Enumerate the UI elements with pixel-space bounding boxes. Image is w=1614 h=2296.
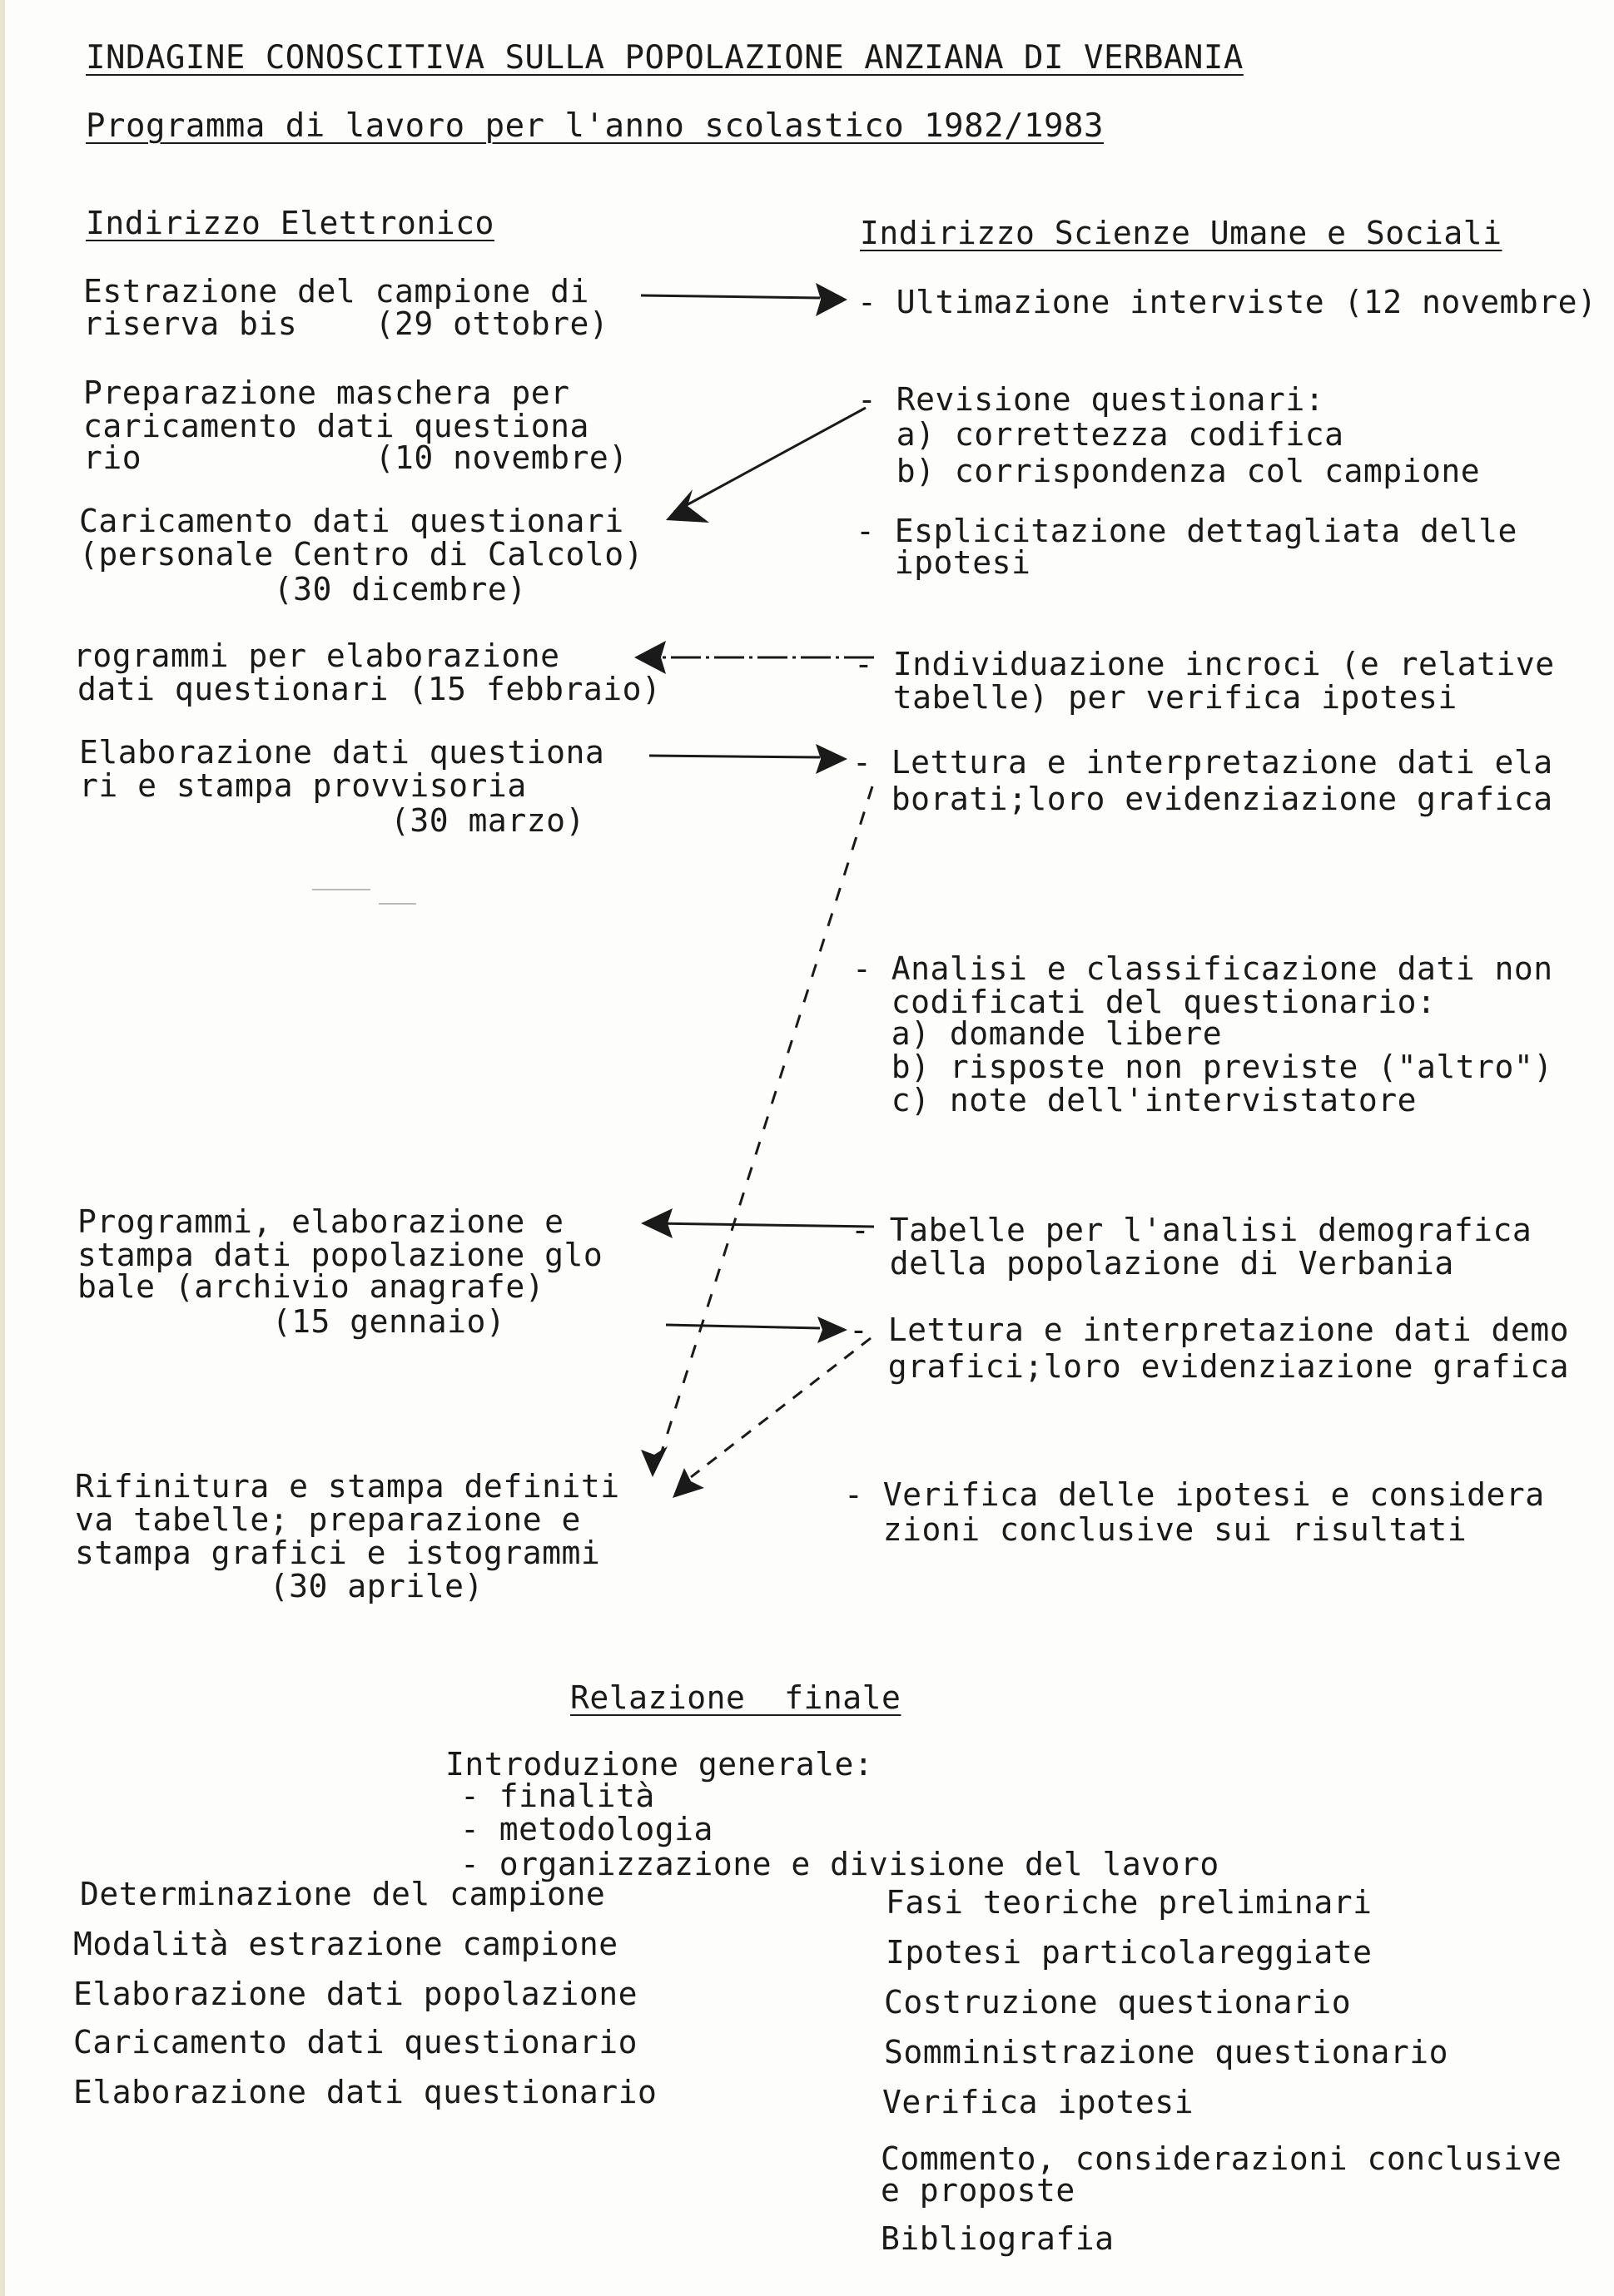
right-column-heading: Indirizzo Scienze Umane e Sociali [860, 215, 1502, 251]
report-left-item: Determinazione del campione [80, 1876, 606, 1912]
arrow-line [653, 1223, 874, 1227]
final-report-heading: Relazione finale [570, 1679, 901, 1716]
right-item-5-line: borati;loro evidenziazione grafica [852, 781, 1553, 817]
left-item-5-line: (30 marzo) [79, 802, 585, 839]
report-right-item: Commento, considerazioni conclusive [881, 2140, 1562, 2177]
right-item-3-line: - Esplicitazione dettagliata delle [856, 513, 1517, 549]
left-item-3-line: (personale Centro di Calcolo) [79, 536, 643, 573]
report-left-item: Elaborazione dati popolazione [73, 1976, 638, 2012]
arrowhead-right [817, 1317, 847, 1343]
report-left-item: Modalità estrazione campione [73, 1926, 618, 1962]
intro-item: - finalità [460, 1778, 655, 1814]
right-item-6-line: codificati del questionario: [852, 984, 1437, 1020]
arrowhead-down [641, 1446, 668, 1477]
left-item-7-line: (30 aprile) [75, 1568, 484, 1604]
left-item-4-line: rogrammi per elaborazione [73, 637, 560, 674]
left-item-2-line: rio (10 novembre) [83, 439, 628, 476]
right-item-6-line: a) domande libere [852, 1015, 1223, 1052]
arrowhead-right [816, 744, 847, 774]
arrow-line-dashed [691, 1338, 871, 1477]
left-item-1-line: Estrazione del campione di [83, 273, 589, 310]
report-right-item: Somministrazione questionario [884, 2034, 1448, 2070]
left-item-2-line: caricamento dati questiona [83, 408, 589, 444]
intro-heading: Introduzione generale: [445, 1746, 874, 1783]
arrow-line [641, 295, 820, 298]
right-item-6-line: - Analisi e classificazione dati non [852, 950, 1553, 987]
scan-artifact [312, 889, 370, 890]
right-item-1-line: - Ultimazione interviste (12 novembre) [857, 284, 1597, 320]
left-item-7-line: Rifinitura e stampa definiti [75, 1468, 620, 1505]
right-item-2-line: - Revisione questionari: [857, 381, 1325, 418]
intro-item: - metodologia [460, 1811, 713, 1847]
left-item-4-line: dati questionari (15 febbraio) [77, 671, 662, 707]
report-right-item: Verifica ipotesi [882, 2084, 1194, 2120]
report-left-item: Elaborazione dati questionario [73, 2074, 658, 2110]
report-right-item: Costruzione questionario [884, 1984, 1352, 2021]
right-item-5-line: - Lettura e interpretazione dati ela [852, 744, 1553, 781]
right-item-6-line: b) risposte non previste ("altro") [852, 1049, 1553, 1085]
right-item-9-line: zioni conclusive sui risultati [844, 1511, 1467, 1548]
left-column-heading: Indirizzo Elettronico [86, 205, 494, 241]
left-item-2-line: Preparazione maschera per [83, 374, 570, 411]
left-item-5-line: ri e stampa provvisoria [79, 767, 527, 804]
arrow-line [649, 756, 820, 757]
report-right-item: Bibliografia [881, 2220, 1115, 2257]
left-item-7-line: stampa grafici e istogrammi [75, 1535, 601, 1571]
document-subtitle: Programma di lavoro per l'anno scolastico 1982/1983 [86, 107, 1104, 145]
left-item-1-line: riserva bis (29 ottobre) [83, 305, 609, 342]
report-right-item: Ipotesi particolareggiate [886, 1934, 1373, 1971]
arrowhead-down-left [673, 1468, 704, 1498]
arrow-line [666, 1325, 820, 1328]
intro-item: - organizzazione e divisione del lavoro [460, 1846, 1219, 1882]
right-item-4-line: - Individuazione incroci (e relative [854, 646, 1555, 682]
left-item-6-line: stampa dati popolazione glo [77, 1237, 603, 1273]
right-item-2-line: a) correttezza codifica [857, 416, 1344, 453]
document-title: INDAGINE CONOSCITIVA SULLA POPOLAZIONE ANZIANA DI VERBANIA [86, 39, 1244, 77]
left-item-6-line: (15 gennaio) [77, 1303, 506, 1340]
scan-artifact [379, 903, 416, 905]
right-item-9-line: - Verifica delle ipotesi e considera [844, 1476, 1545, 1513]
arrowhead-left [666, 489, 709, 523]
left-item-7-line: va tabelle; preparazione e [75, 1501, 581, 1538]
arrow-line [674, 408, 866, 512]
right-item-2-line: b) corrispondenza col campione [857, 453, 1481, 489]
right-item-3-line: ipotesi [856, 544, 1031, 581]
right-item-4-line: tabelle) per verifica ipotesi [854, 679, 1458, 716]
left-item-5-line: Elaborazione dati questiona [79, 734, 605, 771]
left-item-6-line: bale (archivio anagrafe) [77, 1268, 545, 1305]
report-right-item: Fasi teoriche preliminari [886, 1884, 1373, 1921]
report-left-item: Caricamento dati questionario [73, 2024, 638, 2060]
right-item-8-line: - Lettura e interpretazione dati demo [849, 1312, 1569, 1348]
arrowhead-right [816, 283, 847, 316]
right-item-8-line: grafici;loro evidenziazione grafica [849, 1348, 1569, 1385]
left-item-3-line: Caricamento dati questionari [79, 503, 624, 539]
report-right-item: e proposte [881, 2172, 1075, 2209]
left-item-6-line: Programmi, elaborazione e [77, 1203, 564, 1240]
right-item-6-line: c) note dell'intervistatore [852, 1082, 1417, 1118]
right-item-7-line: della popolazione di Verbania [851, 1245, 1454, 1282]
right-item-7-line: - Tabelle per l'analisi demografica [851, 1212, 1532, 1248]
arrow-line-dashed [658, 786, 872, 1465]
left-item-3-line: (30 dicembre) [79, 571, 527, 607]
arrowhead-left [634, 641, 666, 674]
